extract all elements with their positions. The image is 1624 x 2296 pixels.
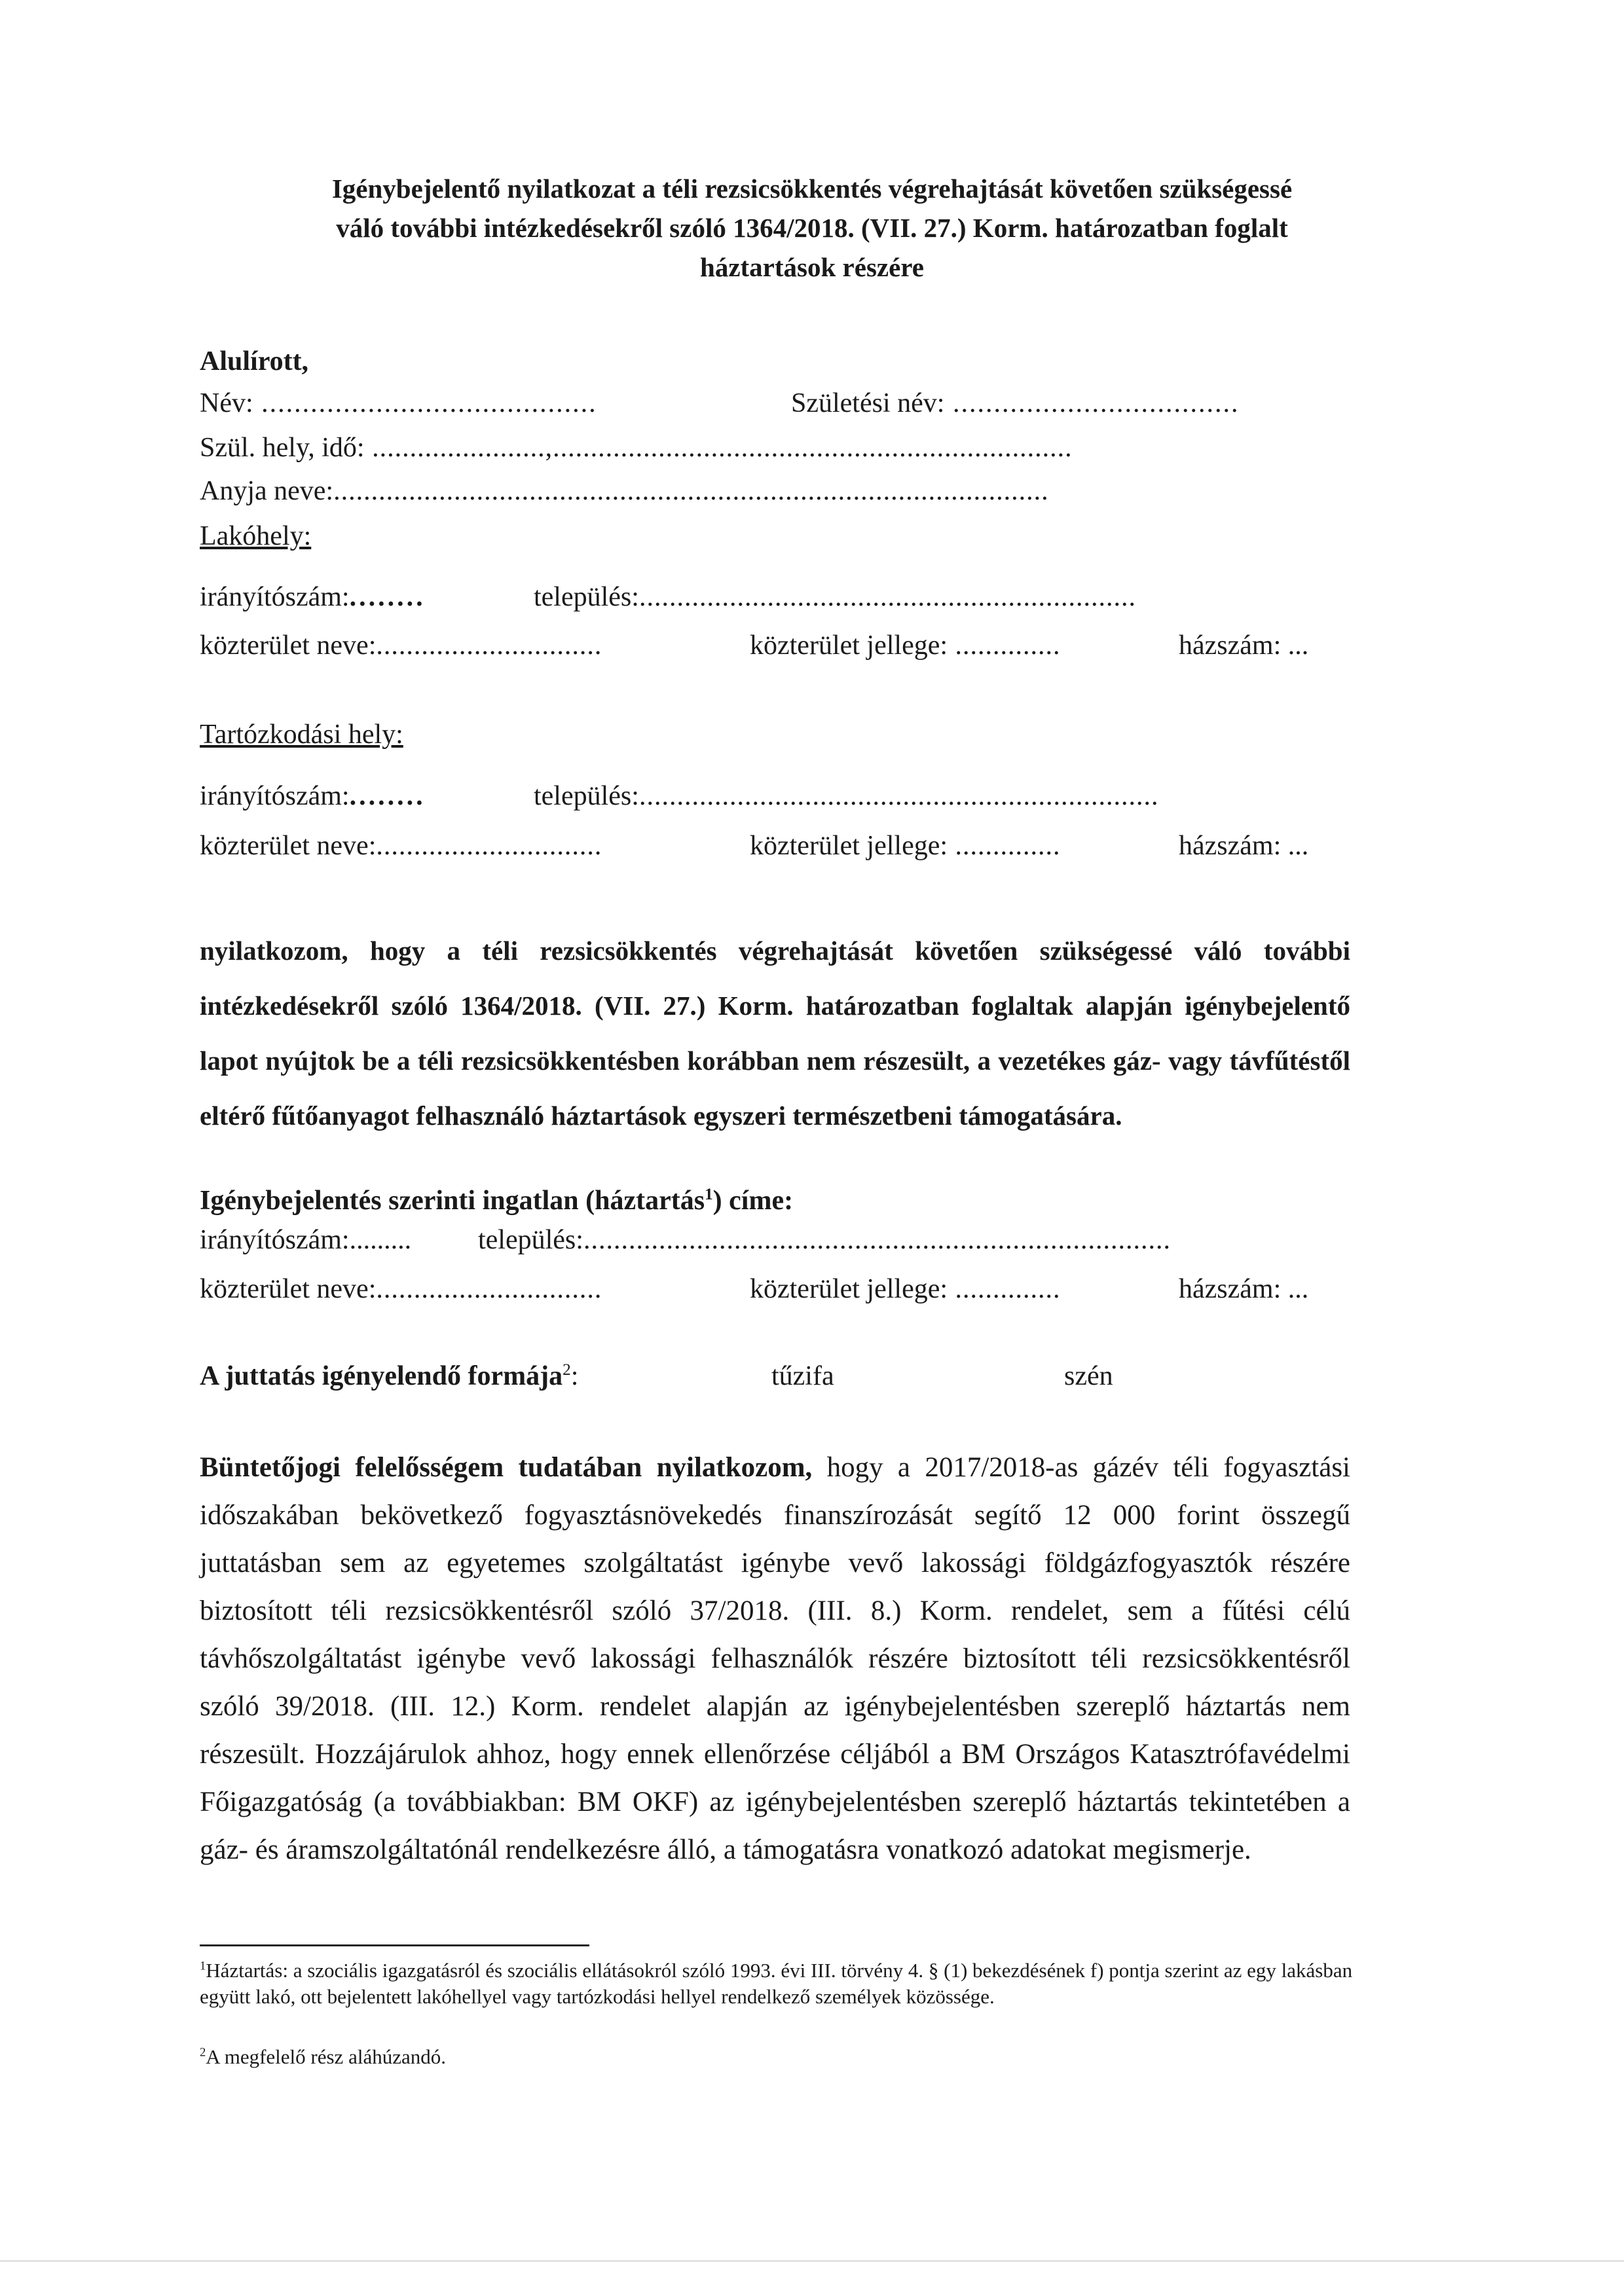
property-zip-label: irányítószám:......... <box>200 1225 412 1255</box>
property-house-label: házszám: ... <box>1179 1274 1309 1304</box>
property-city-label: település:.............................................................................. <box>478 1225 1171 1255</box>
residence-city-field[interactable] <box>534 581 1339 614</box>
property-street-label: közterület neve:.............................. <box>200 1274 602 1304</box>
residence-house-label: házszám: ... <box>1179 630 1309 661</box>
name-label: Név: ......................................... <box>200 388 597 418</box>
residence-house-field[interactable] <box>1179 630 1349 663</box>
stay-street-field[interactable] <box>200 830 724 863</box>
footnote-ref-1: 1 <box>705 1186 713 1203</box>
residence-zip-field[interactable] <box>200 581 501 614</box>
stay-street-label: közterület neve:.............................. <box>200 831 602 861</box>
residence-street-label: közterület neve:.............................. <box>200 630 602 661</box>
residence-street-type-field[interactable] <box>750 630 1156 663</box>
footnote-2-mark: 2 <box>200 2045 206 2060</box>
residence-city-label: település:.................................................................. <box>534 582 1136 612</box>
benefit-form-label: A juttatás igényelendő formája$^2$: <box>200 1361 579 1391</box>
property-street-type-label: közterület jellege: .............. <box>750 1274 1061 1304</box>
birth-place-label: Szül. hely, idő: .......................,..................................................................... <box>200 433 1073 463</box>
property-zip-field[interactable] <box>200 1224 462 1257</box>
property-city-field[interactable] <box>478 1224 1329 1257</box>
scan-edge-line <box>0 2260 1624 2262</box>
residence-street-field[interactable] <box>200 630 724 663</box>
residence-street-type-label: közterület jellege: .............. <box>750 630 1061 661</box>
footnote-1: $^1$Háztartás: a szociális igazgatásról és szociális ellátásokról szóló 1993. évi III. törvény 4. § (1) bekezdésének f) pontja szerint az egy lakásban együtt lakó, ott bejelentett lakóhellyel vagy tartózkodási hellyel rendelkező személyek közössége. <box>200 1959 1353 2008</box>
stay-zip-label: irányítószám:........ <box>200 781 426 811</box>
title-line-2: váló további intézkedésekről szóló 1364/2018. (VII. 27.) Korm. határozatban foglalt <box>336 213 1288 243</box>
birth-place-field[interactable] <box>200 432 1333 465</box>
property-house-field[interactable] <box>1179 1273 1349 1306</box>
footnote-ref-2: 2 <box>563 1361 571 1379</box>
stay-city-field[interactable] <box>534 780 1359 813</box>
title-line-1: Igénybejelentő nyilatkozat a téli rezsicsökkentés végrehajtását követően szükségessé <box>331 173 1293 204</box>
footnote-1-mark: 1 <box>200 1959 206 1973</box>
stay-street-type-label: közterület jellege: .............. <box>750 831 1061 861</box>
property-heading: Igénybejelentés szerinti ingatlan (háztartás$^1$) címe: <box>200 1186 794 1216</box>
property-street-field[interactable] <box>200 1273 724 1306</box>
signatory-heading: Alulírott, <box>200 346 309 376</box>
option-firewood[interactable]: tűzifa <box>771 1361 834 1391</box>
title-line-3: háztartások részére <box>700 252 924 282</box>
stay-heading: Tartózkodási hely: <box>200 720 403 750</box>
declaration-paragraph: nyilatkozom, hogy a téli rezsicsökkentés végrehajtását követően szükségessé váló további intézkedésekről szóló 1364/2018. (VII. 27.) Korm. határozatban foglaltak alapján igénybejelentő lapot nyújtok be a téli rezsicsökkentésben korábban nem részesült, a vezetékes gáz- vagy távfűtéstől eltérő fűtőanyagot felhasználó háztartások egyszeri természetbeni támogatására. <box>200 936 1350 1131</box>
name-field[interactable] <box>200 388 763 420</box>
stay-house-field[interactable] <box>1179 830 1349 863</box>
stay-house-label: házszám: ... <box>1179 831 1309 861</box>
footnote-2: $^2$A megfelelő rész aláhúzandó. <box>200 2045 446 2068</box>
residence-heading: Lakóhely: <box>200 521 312 551</box>
mother-name-label: Anyja neve:............................................................................................... <box>200 476 1049 506</box>
property-street-type-field[interactable] <box>750 1273 1156 1306</box>
criminal-liability-lead: Büntetőjogi felelősségem tudatában nyilatkozom, <box>200 1452 813 1483</box>
option-coal[interactable]: szén <box>1064 1361 1113 1391</box>
footnote-divider <box>200 1944 589 1946</box>
stay-street-type-field[interactable] <box>750 830 1156 863</box>
criminal-liability-body: hogy a 2017/2018-as gázév téli fogyasztási időszakában bekövetkező fogyasztásnövekedés finanszírozását segítő 12 000 forint összegű juttatásban sem az egyetemes szolgáltatást igénybe vevő lakossági földgázfogyasztók részére biztosított téli rezsicsökkentésről szóló 37/2018. (III. 8.) Korm. rendelet, sem a fűtési célú távhőszolgáltatást igénybe vevő lakossági felhasználók részére biztosított téli rezsicsökkentésről szóló 39/2018. (III. 12.) Korm. rendelet alapján az igénybejelentésben szereplő háztartás nem részesült. Hozzájárulok ahhoz, hogy ennek ellenőrzése céljából a BM Országos Katasztrófavédelmi Főigazgatóság (a továbbiakban: BM OKF) az igénybejelentésben szereplő háztartás tekintetében a gáz- és áramszolgáltatónál rendelkezésre álló, a támogatásra vonatkozó adatokat megismerje. <box>200 1452 1350 1865</box>
criminal-liability-paragraph <box>200 1444 1350 1874</box>
birth-name-label: Születési név: ................................... <box>791 388 1240 418</box>
document-title <box>216 169 1408 287</box>
mother-name-field[interactable] <box>200 475 1346 508</box>
stay-city-label: település:..................................................................... <box>534 781 1159 811</box>
stay-zip-field[interactable] <box>200 780 501 813</box>
residence-zip-label: irányítószám:........ <box>200 582 426 612</box>
birth-name-field[interactable] <box>791 388 1374 420</box>
